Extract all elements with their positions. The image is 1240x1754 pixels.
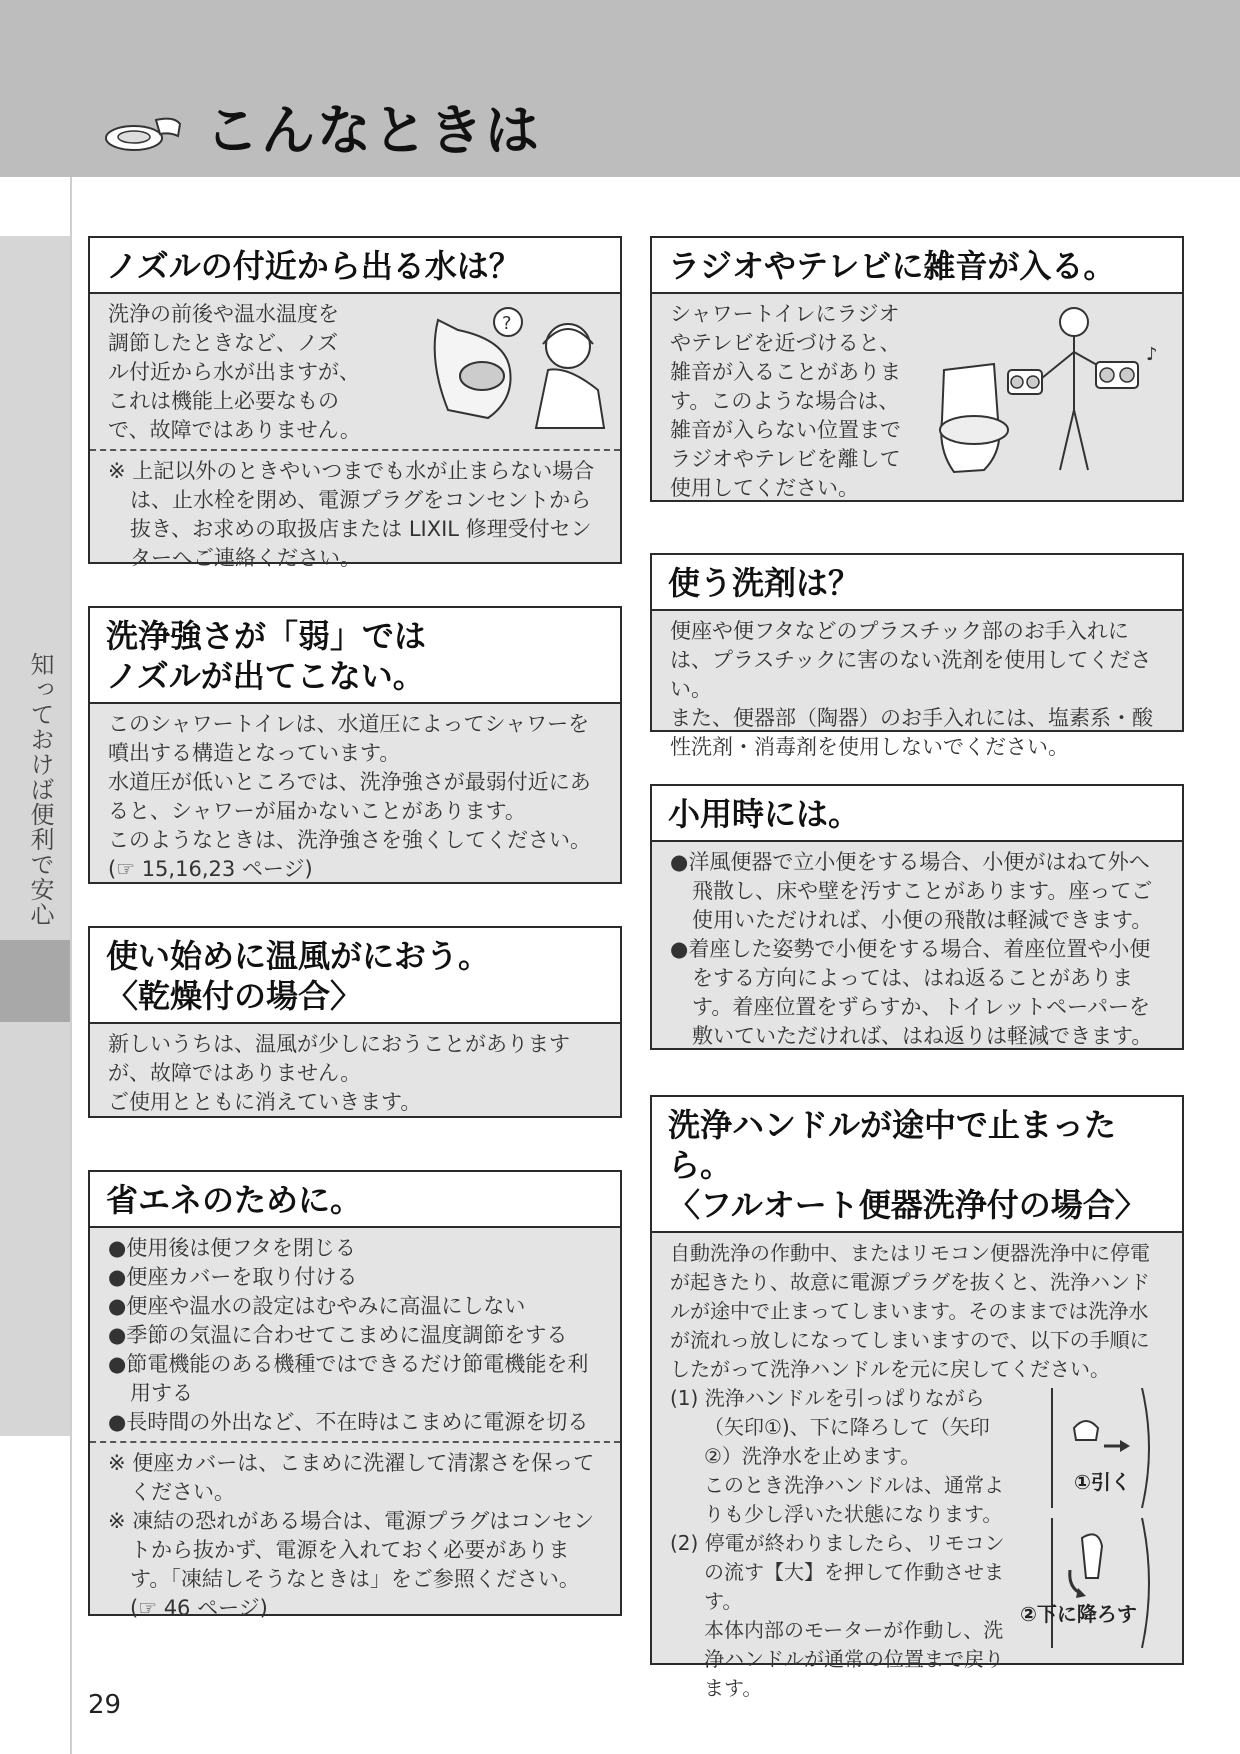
step-item: (1) 洗浄ハンドルを引っぱりながら（矢印①)、下に降ろして（矢印②）洗浄水を止めます。 bbox=[670, 1386, 990, 1468]
step-detail: 本体内部のモーターが作動し、洗浄ハンドルが通常の位置まで戻ります。 bbox=[704, 1618, 1004, 1700]
card-weak-wash: 洗浄強さが「弱」では ノズルが出てこない。 このシャワートイレは、水道圧によってシャワーを噴出する構造となっています。 水道圧が低いところでは、洗浄強さが最弱付近にあると、シャワーが届かないことがあります。 このようなときは、洗浄強さを強くしてください。 (☞ 15,16,23 ページ) bbox=[88, 606, 622, 884]
list-item: ●長時間の外出など、不在時はこまめに電源を切る bbox=[108, 1410, 589, 1434]
page-title: こんなときは bbox=[205, 99, 541, 162]
card-urination bbox=[650, 784, 1184, 1050]
list-item: ●季節の気温に合わせてこまめに温度調節をする bbox=[108, 1323, 568, 1347]
side-divider bbox=[70, 177, 72, 1754]
card-warm-air-smell: 使い始めに温風がにおう。 〈乾燥付の場合〉 新しいうちは、温風が少しにおうことがありますが、故障ではありません。 ご使用とともに消えていきます。 bbox=[88, 926, 622, 1118]
list-item: ●便座や温水の設定はむやみに高温にしない bbox=[108, 1294, 526, 1318]
list-item: ●使用後は便フタを閉じる bbox=[108, 1236, 356, 1260]
card-title: ラジオやテレビに雑音が入る。 bbox=[652, 238, 1182, 294]
list-item: ●便座カバーを取り付ける bbox=[108, 1265, 358, 1289]
list-item: ●着座した姿勢で小便をする場合、着座位置や小便をする方向によっては、はね返ることがあります。着座位置をずらすか、トイレットペーパーを敷いていただければ、はね返りは軽減できます。 bbox=[670, 937, 1153, 1048]
side-tab-marker bbox=[0, 940, 70, 1022]
list-item: ●洋風便器で立小便をする場合、小便がはねて外へ飛散し、床や壁を汚すことがあります。座ってご使用いただければ、小便の飛散は軽減できます。 bbox=[670, 850, 1153, 932]
flush-handle-figure bbox=[1022, 1388, 1172, 1678]
svg-text:?: ? bbox=[502, 313, 512, 334]
page-number: 29 bbox=[88, 1690, 122, 1720]
svg-text:♪: ♪ bbox=[1146, 344, 1158, 365]
card-note: ※ 上記以外のときやいつまでも水が止まらない場合は、止水栓を閉め、電源プラグをコンセントから抜き、お求めの取扱店または LIXIL 修理受付センターへご連絡ください。 bbox=[108, 459, 595, 570]
card-title: 省エネのために。 bbox=[90, 1172, 620, 1228]
radio-tv-illustration bbox=[924, 300, 1174, 496]
card-title: 洗浄強さが「弱」では ノズルが出てこない。 bbox=[90, 608, 620, 704]
step-detail: このとき洗浄ハンドルは、通常よりも少し浮いた状態になります。 bbox=[704, 1473, 1004, 1526]
header-band bbox=[0, 0, 1240, 177]
card-radio-noise: ラジオやテレビに雑音が入る。 ♪ シャワートイレにラジオ やテレビを近づけると、 雑音が入ることがありま す。このような場合は、 雑音が入らない位置まで ラジオやテレビを離して 使用してください。 bbox=[650, 236, 1184, 502]
card-title: 使う洗剤は？ bbox=[652, 555, 1182, 611]
card-note: ※ 凍結の恐れがある場合は、電源プラグはコンセントから抜かず、電源を入れておく必要があります。「凍結しそうなときは」をご参照ください。(☞ 46 ページ) bbox=[108, 1509, 595, 1620]
card-note: ※ 便座カバーは、こまめに洗濯して清潔さを保ってください。 bbox=[108, 1451, 595, 1504]
card-flush-handle: 洗浄ハンドルが途中で止まったら。 〈フルオート便器洗浄付の場合〉 自動洗浄の作動中、またはリモコン便器洗浄中に停電が起きたり、故意に電源プラグを抜くと、洗浄ハンドルが途中で止まってしまいます。そのままでは洗浄水が流れっ放しになってしまいますので、以下の手順にしたがって洗浄ハンドルを元に戻してください。 ①引く ②下に降ろす (1) 洗浄ハンドルを引っぱりながら（矢印①)、下に降ろして（矢印②）洗浄水を止めます。 このとき洗浄ハンドルは、通常よりも少し浮いた状態になります。 (2) 停電が終わりましたら、リモコンの流す【大】を押して作動させます。 本体内部のモーターが作動し、洗浄ハンドルが通常の位置まで戻ります。 bbox=[650, 1095, 1184, 1665]
card-title: 使い始めに温風がにおう。 〈乾燥付の場合〉 bbox=[90, 928, 620, 1024]
card-title: ノズルの付近から出る水は？ bbox=[90, 238, 620, 294]
figure-label-lower: ②下に降ろす bbox=[1020, 1602, 1137, 1626]
figure-label-pull: ①引く bbox=[1074, 1470, 1131, 1494]
toilet-seat-icon bbox=[104, 110, 184, 154]
step-item: (2) 停電が終わりましたら、リモコンの流す【大】を押して作動させます。 bbox=[670, 1531, 1005, 1613]
card-title: 洗浄ハンドルが途中で止まったら。 〈フルオート便器洗浄付の場合〉 bbox=[652, 1097, 1182, 1233]
card-detergent: 使う洗剤は？ 便座や便フタなどのプラスチック部のお手入れには、プラスチックに害のない洗剤を使用してください。 また、便器部（陶器）のお手入れには、塩素系・酸性洗剤・消毒剤を使用しないでください。 bbox=[650, 553, 1184, 732]
side-tab-label: 知っておけば便利で安心 bbox=[26, 652, 54, 927]
card-title: 小用時には。 bbox=[652, 786, 1182, 842]
card-energy-saving bbox=[88, 1170, 622, 1620]
nozzle-illustration bbox=[418, 300, 608, 430]
card-nozzle-water: ノズルの付近から出る水は？ ? 洗浄の前後や温水温度を 調節したときなど、ノズ ル付近から水が出ますが、 これは機能上必要なもの で、故障ではありません。 ※ 上記以外のときやいつまでも水が止まらない場合は、止水栓を閉め、電源プラグをコンセントから抜き、お求めの取扱店または LIXIL 修理受付センターへご連絡ください。 bbox=[88, 236, 622, 564]
list-item: ●節電機能のある機種ではできるだけ節電機能を利用する bbox=[108, 1352, 589, 1405]
